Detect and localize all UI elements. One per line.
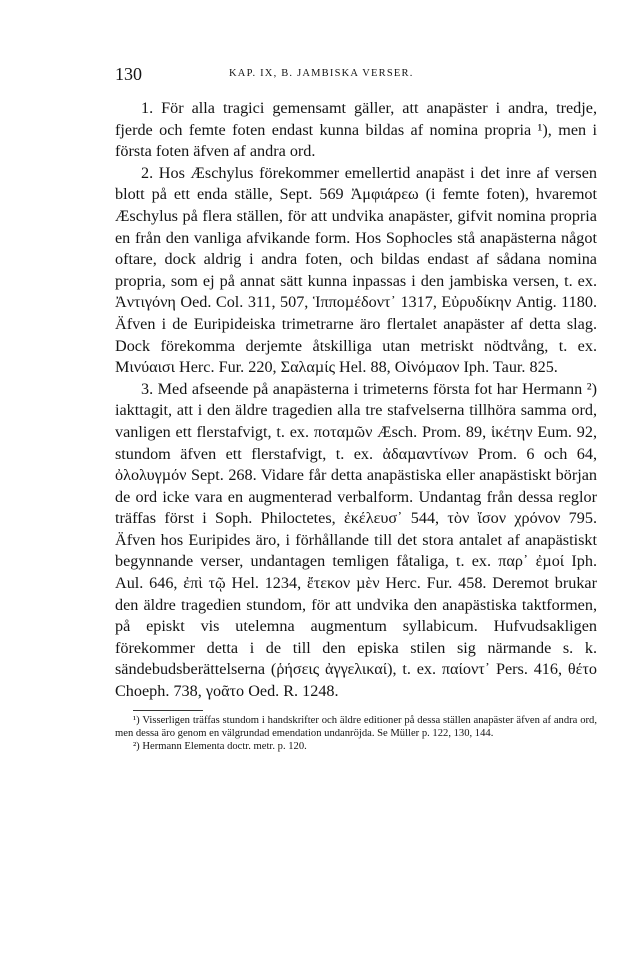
footnote-divider [133,710,203,711]
paragraph-3: 3. Med afseende på anapästerna i trimeterns första fot har Hermann ²) iakttagit, att i den äldre tragedien alla tre stafvelserna tillhöra samma ord, vanligen ett flerstafvigt, t. ex. ποταµῶν Æsch. Prom. 89, ἱκέτην Eum. 92, stundom äfven ett flerstafvigt, t. ex. ἀδαµαντίνων Prom. 6 och 64, ὀλολυγµόν Sept. 268. Vidare får detta anapästiska eller anapästiskt början de ord icke vara en augmenterad verbalform. Undantag från dessa reglor träffas först i Soph. Philoctetes, ἐκέλευσ᾽ 544, τὸν ἴσον χρόνον 795. Äfven hos Euripides äro, i förhållande till det stora antalet af anapästiskt begynnande verser, undantagen temligen fåtaliga, t. ex. παρ᾽ ἐµοί Iph. Aul. 646, ἐπὶ τῷ Hel. 1234, ἔτεκον µὲν Herc. Fur. 458. Deremot brukar den äldre tragedien stundom, för att undvika den anapästiska taktformen, på episkt vis utelemna augmentum syllabicum. Hufvudsakligen förekommer detta i de till den episka stilen sig närmande s. k. sändebudsberättelserna (ῥήσεις ἀγγελικαί), t. ex. παίοντ᾽ Pers. 416, θέτο Choeph. 738, γοᾶτο Oed. R. 1248. [115,379,597,701]
body-text [115,98,597,703]
book-page [115,64,597,754]
paragraph-2: 2. Hos Æschylus förekommer emellertid anapäst i det inre af versen blott på ett enda ställe, Sept. 569 Ἀμφιάρεω (i femte foten), hvaremot Æschylus på flera ställen, för att undvika anapäster, gifvit nomina propria en från den vanliga afvikande form. Hos Sophocles stå anapästerna något oftare, dock aldrig i andra foten, och bildas endast af sådana nomina propria, som ej på annat sätt kunna inpassas i den jambiska versen, t. ex. Ἀντιγόνη Oed. Col. 311, 507, Ἱπποµέδοντ᾽ 1317, Εὐρυδίκην Antig. 1180. Äfven i de Euripideiska trimetrarne äro flertalet anapäster af detta slag. Dock förekomma derjemte åtskilliga utan metriskt nödtvång, t. ex. Μινύαισι Herc. Fur. 220, Σαλαµίς Hel. 88, Οἰνόµαον Iph. Taur. 825. [115,163,597,377]
footnote-1: ¹) Visserligen träffas stundom i handskrifter och äldre editioner på dessa ställen anapäster äfven af andra ord, men dessa äro genom en välgrundad emendation undanröjda. Se Müller p. 122, 130, 144. [115,714,597,740]
footnotes [115,714,597,754]
page-header [115,64,597,90]
page-number: 130 [115,64,142,84]
footnote-2: ²) Hermann Elementa doctr. metr. p. 120. [133,741,307,753]
running-head: KAP. IX, B. JAMBISKA VERSER. [229,68,414,79]
paragraph-1: 1. För alla tragici gemensamt gäller, att anapäster i andra, tredje, fjerde och femte foten endast kunna bildas af nomina propria ¹), men i första foten äfven af andra ord. [115,99,597,161]
